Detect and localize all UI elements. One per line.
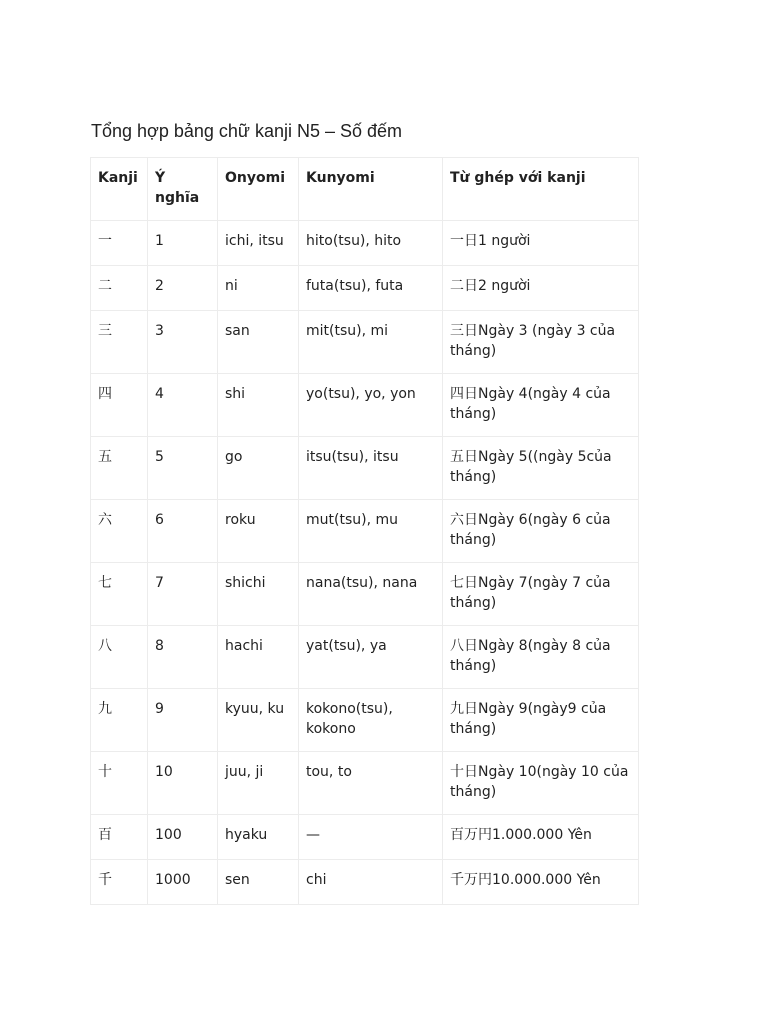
table-row [91, 500, 639, 563]
table-header-row [91, 158, 639, 221]
cell-meaning: 100 [148, 815, 218, 860]
page-title: Tổng hợp bảng chữ kanji N5 – Số đếm [91, 121, 403, 141]
cell-kanji: 二 [91, 266, 148, 311]
cell-onyomi: ni [218, 266, 299, 311]
cell-kunyomi: tou, to [299, 752, 443, 815]
table-row [91, 437, 639, 500]
cell-kanji: 六 [91, 500, 148, 563]
cell-kunyomi: chi [299, 860, 443, 905]
cell-meaning: 6 [148, 500, 218, 563]
cell-compound: 二日2 người [443, 266, 639, 311]
cell-compound: 五日Ngày 5((ngày 5của tháng) [443, 437, 639, 500]
cell-onyomi: san [218, 311, 299, 374]
header-onyomi: Onyomi [218, 158, 299, 221]
cell-kanji: 四 [91, 374, 148, 437]
cell-kunyomi: itsu(tsu), itsu [299, 437, 443, 500]
cell-onyomi: sen [218, 860, 299, 905]
cell-kunyomi: kokono(tsu), kokono [299, 689, 443, 752]
cell-kanji: 十 [91, 752, 148, 815]
table-row [91, 311, 639, 374]
table-row [91, 815, 639, 860]
cell-onyomi: shi [218, 374, 299, 437]
cell-meaning: 4 [148, 374, 218, 437]
cell-onyomi: roku [218, 500, 299, 563]
cell-compound: 十日Ngày 10(ngày 10 của tháng) [443, 752, 639, 815]
header-kunyomi: Kunyomi [299, 158, 443, 221]
cell-kunyomi: yo(tsu), yo, yon [299, 374, 443, 437]
cell-meaning: 10 [148, 752, 218, 815]
cell-compound: 四日Ngày 4(ngày 4 của tháng) [443, 374, 639, 437]
cell-onyomi: kyuu, ku [218, 689, 299, 752]
cell-compound: 三日Ngày 3 (ngày 3 của tháng) [443, 311, 639, 374]
cell-meaning: 1 [148, 221, 218, 266]
cell-onyomi: hachi [218, 626, 299, 689]
header-compound: Từ ghép với kanji [443, 158, 639, 221]
cell-kunyomi: hito(tsu), hito [299, 221, 443, 266]
cell-compound: 八日Ngày 8(ngày 8 của tháng) [443, 626, 639, 689]
cell-kunyomi: nana(tsu), nana [299, 563, 443, 626]
cell-compound: 百万円1.000.000 Yên [443, 815, 639, 860]
cell-kunyomi: — [299, 815, 443, 860]
table-row [91, 689, 639, 752]
cell-compound: 九日Ngày 9(ngày9 của tháng) [443, 689, 639, 752]
cell-kunyomi: mut(tsu), mu [299, 500, 443, 563]
table-row [91, 752, 639, 815]
table-row [91, 374, 639, 437]
cell-meaning: 9 [148, 689, 218, 752]
cell-meaning: 1000 [148, 860, 218, 905]
cell-meaning: 3 [148, 311, 218, 374]
table-row [91, 221, 639, 266]
cell-kunyomi: futa(tsu), futa [299, 266, 443, 311]
table-row [91, 860, 639, 905]
table-row [91, 563, 639, 626]
cell-compound: 七日Ngày 7(ngày 7 của tháng) [443, 563, 639, 626]
cell-kunyomi: yat(tsu), ya [299, 626, 443, 689]
cell-kanji: 三 [91, 311, 148, 374]
cell-kanji: 百 [91, 815, 148, 860]
cell-kanji: 千 [91, 860, 148, 905]
cell-kanji: 七 [91, 563, 148, 626]
header-kanji: Kanji [91, 158, 148, 221]
table-row [91, 266, 639, 311]
cell-onyomi: juu, ji [218, 752, 299, 815]
cell-compound: 千万円10.000.000 Yên [443, 860, 639, 905]
cell-onyomi: hyaku [218, 815, 299, 860]
cell-kanji: 八 [91, 626, 148, 689]
cell-onyomi: shichi [218, 563, 299, 626]
header-meaning: Ý nghĩa [148, 158, 218, 221]
cell-compound: 六日Ngày 6(ngày 6 của tháng) [443, 500, 639, 563]
cell-meaning: 7 [148, 563, 218, 626]
cell-compound: 一日1 người [443, 221, 639, 266]
cell-meaning: 2 [148, 266, 218, 311]
cell-kanji: 五 [91, 437, 148, 500]
kanji-table [90, 157, 639, 905]
cell-meaning: 5 [148, 437, 218, 500]
cell-kunyomi: mit(tsu), mi [299, 311, 443, 374]
cell-kanji: 一 [91, 221, 148, 266]
cell-onyomi: go [218, 437, 299, 500]
cell-meaning: 8 [148, 626, 218, 689]
cell-onyomi: ichi, itsu [218, 221, 299, 266]
cell-kanji: 九 [91, 689, 148, 752]
table-row [91, 626, 639, 689]
